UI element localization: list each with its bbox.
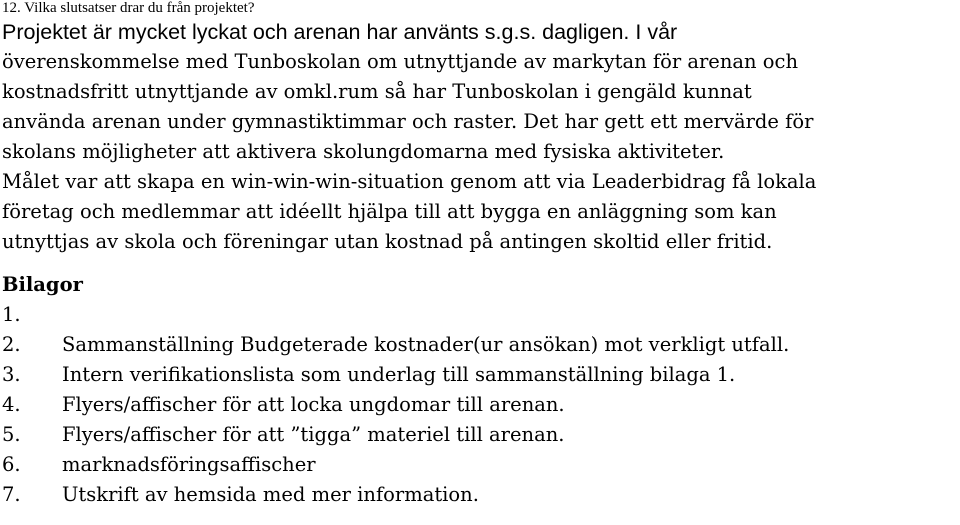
list-item — [2, 420, 960, 450]
list-item — [2, 450, 960, 480]
paragraph-line: Projektet är mycket lyckat och arenan har använts s.g.s. dagligen. I vår — [2, 20, 678, 44]
list-item — [2, 360, 960, 390]
list-item — [2, 330, 960, 360]
list-item-text: Sammanställning Budgeterade kostnader(ur ansökan) mot verkligt utfall. — [62, 333, 790, 356]
question-heading: 12. Vilka slutsatser drar du från projektet? — [2, 0, 255, 16]
list-item-number: 1. — [2, 303, 21, 326]
list-item-number: 6. — [2, 453, 21, 476]
list-item-text: Flyers/affischer för att ”tigga” materiel till arenan. — [62, 423, 565, 446]
list-item — [2, 480, 960, 510]
list-item-text: marknadsföringsaffischer — [62, 453, 316, 476]
attachments-list — [2, 300, 960, 510]
list-item-number: 4. — [2, 393, 21, 416]
attachments-title: Bilagor — [2, 273, 83, 296]
paragraph-line: överenskommelse med Tunboskolan om utnyttjande av markytan för arenan och — [2, 50, 799, 73]
paragraph-line: företag och medlemmar att idéellt hjälpa till att bygga en anläggning som kan — [2, 200, 777, 223]
list-item-number: 5. — [2, 423, 21, 446]
list-item-number: 3. — [2, 363, 21, 386]
paragraph-line: utnyttjas av skola och föreningar utan kostnad på antingen skoltid eller fritid. — [2, 230, 773, 253]
paragraph-line: kostnadsfritt utnyttjande av omkl.rum så har Tunboskolan i gengäld kunnat — [2, 80, 752, 103]
list-item-text: Flyers/affischer för att locka ungdomar till arenan. — [62, 393, 565, 416]
conclusion-paragraph — [2, 17, 960, 257]
list-item-number: 2. — [2, 333, 21, 356]
list-item-number: 7. — [2, 483, 21, 506]
list-item — [2, 390, 960, 420]
list-item-text: Intern verifikationslista som underlag till sammanställning bilaga 1. — [62, 363, 736, 386]
list-item — [2, 300, 960, 330]
paragraph-line: Målet var att skapa en win-win-win-situation genom att via Leaderbidrag få lokala — [2, 170, 817, 193]
list-item-text: Utskrift av hemsida med mer information. — [62, 483, 479, 506]
paragraph-line: använda arenan under gymnastiktimmar och raster. Det har gett ett mervärde för — [2, 110, 814, 133]
paragraph-line: skolans möjligheter att aktivera skolungdomarna med fysiska aktiviteter. — [2, 140, 725, 163]
